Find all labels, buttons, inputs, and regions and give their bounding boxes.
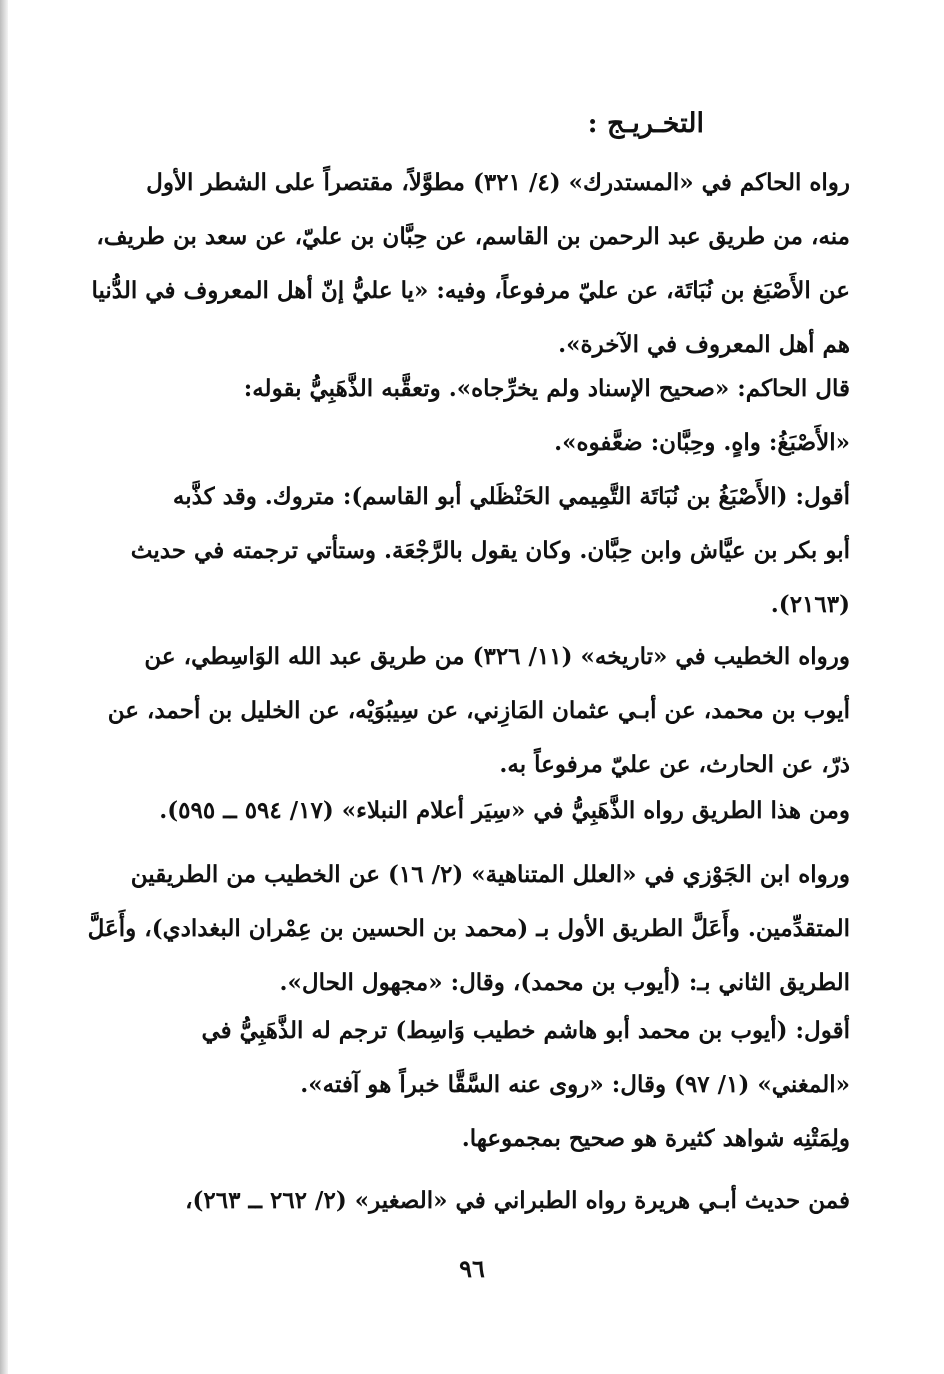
text-line: ورواه الخطيب في «تاريخه» (١١/ ٣٢٦) من طريق عبد الله الوَاسِطي، عن — [144, 643, 850, 670]
text-line: ورواه ابن الجَوْزي في «العلل المتناهية» (٢/ ١٦) عن الخطيب من الطريقين — [130, 861, 850, 888]
paragraph-9 — [82, 1174, 850, 1228]
text-line: رواه الحاكم في «المستدرك» (٤/ ٣٢١) مطوَّلاً، مقتصراً على الشطر الأول — [146, 169, 850, 196]
text-line: هم أهل المعروف في الآخرة». — [558, 331, 850, 358]
paragraph-7 — [82, 1004, 850, 1112]
paragraph-4 — [82, 630, 850, 792]
paragraph-2 — [82, 362, 850, 470]
text-line: منه، من طريق عبد الرحمن بن القاسم، عن حِبَّان بن عليّ، عن سعد بن طريف، — [96, 223, 850, 250]
text-line: ومن هذا الطريق رواه الذَّهَبِيُّ في «سِيَر أعلام النبلاء» (١٧/ ٥٩٤ ــ ٥٩٥). — [159, 797, 850, 824]
text-line: «الأَصْبَغُ: واهٍ. وحِبَّان: ضعَّفوه». — [554, 429, 850, 456]
text-line: أقول: (الأَصْبَغُ بن نُبَاتَة التَّمِيمي الحَنْظَلي أبو القاسم): متروك. وقد كذَّبه — [172, 483, 850, 510]
text-line: أبو بكر بن عيَّاش وابن حِبَّان. وكان يقول بالرَّجْعَة. وستأتي ترجمته في حديث — [130, 537, 850, 564]
text-line: فمن حديث أبـي هريرة رواه الطبراني في «الصغير» (٢/ ٢٦٢ ــ ٢٦٣)، — [185, 1187, 850, 1214]
text-line: (٢١٦٣). — [770, 591, 850, 618]
text-line: «المغني» (١/ ٩٧) وقال: «روى عنه السَّقَّا خبراً هو آفته». — [300, 1071, 850, 1098]
paragraph-1 — [82, 156, 850, 372]
paragraph-6 — [82, 848, 850, 1010]
text-line: أقول: (أيوب بن محمد أبو هاشم خطيب وَاسِط) ترجم له الذَّهَبِيُّ في — [201, 1017, 850, 1044]
text-line: ذرّ، عن الحارث، عن عليّ مرفوعاً به. — [499, 751, 850, 778]
page-number: ٩٦ — [459, 1254, 485, 1283]
text-line: أيوب بن محمد، عن أبـي عثمان المَازِني، عن سِيبُوَيْه، عن الخليل بن أحمد، عن — [107, 697, 850, 724]
text-line: المتقدِّمين. وأَعَلَّ الطريق الأول بـ (محمد بن الحسين بن عِمْران البغدادي)، وأَعَلَّ — [87, 915, 850, 942]
section-heading: التخـريـج : — [587, 108, 704, 139]
paragraph-8 — [82, 1112, 850, 1166]
text-line: ولِمَتْنِه شواهد كثيرة هو صحيح بمجموعها. — [461, 1125, 850, 1152]
scan-shadow-edge — [0, 0, 8, 1374]
paragraph-5 — [82, 784, 850, 838]
text-line: قال الحاكم: «صحيح الإسناد ولم يخرِّجاه». وتعقَّبه الذَّهَبِيُّ بقوله: — [243, 375, 850, 402]
text-line: الطريق الثاني بـ: (أيوب بن محمد)، وقال: «مجهول الحال». — [279, 969, 850, 996]
text-line: عن الأَصْبَغ بن نُبَاتَة، عن عليّ مرفوعاً، وفيه: «يا عليُّ إنّ أهل المعروف في الدُّنيا — [91, 277, 850, 304]
paragraph-3 — [82, 470, 850, 632]
